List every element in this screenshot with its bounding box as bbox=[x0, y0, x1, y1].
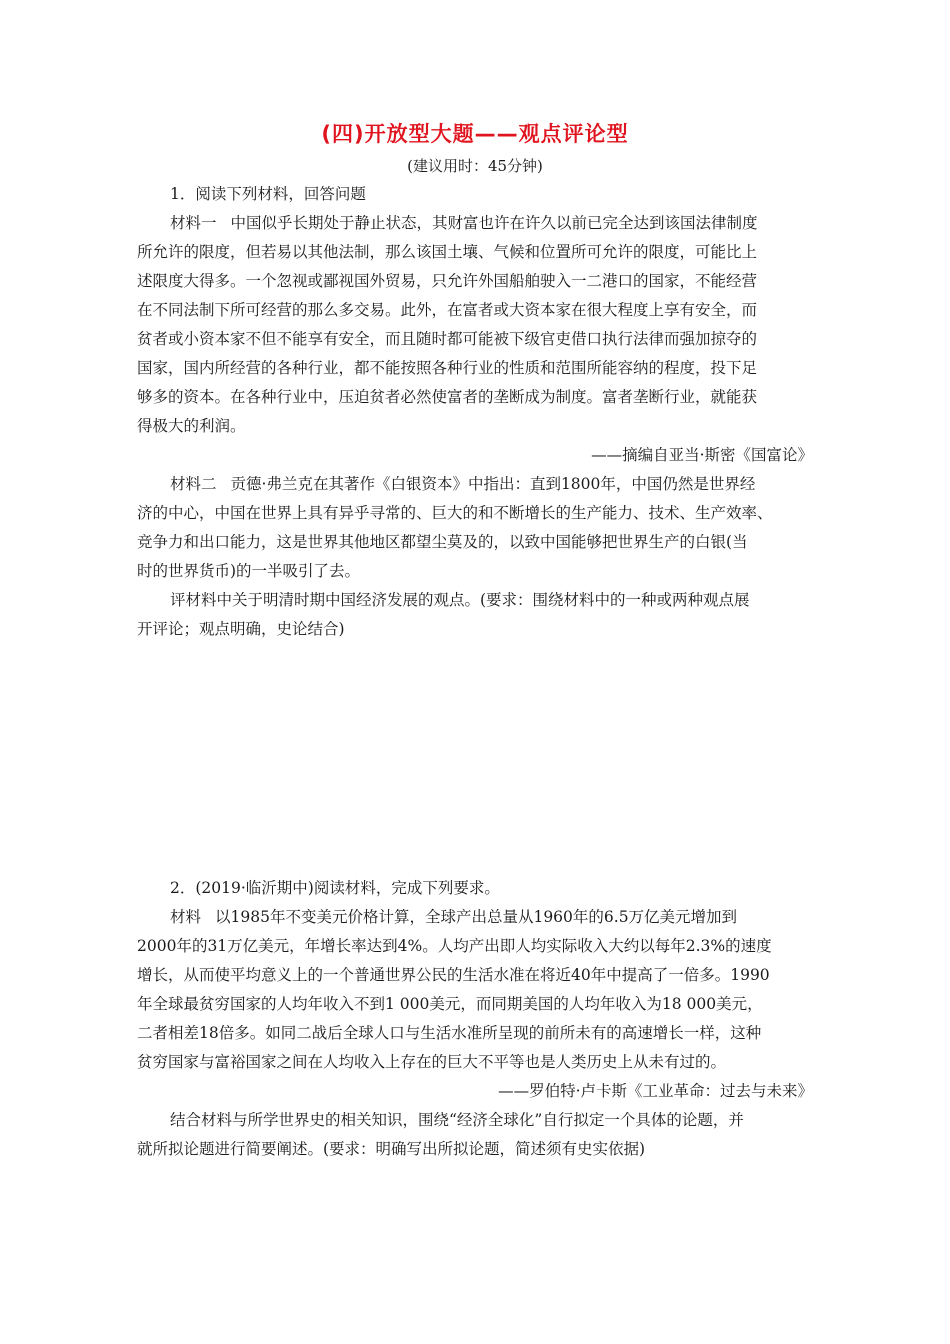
material-2-line: 竞争力和出口能力，这是世界其他地区都望尘莫及的，以致中国能够把世界生产的白银(当 bbox=[137, 533, 748, 551]
question-2 bbox=[137, 874, 817, 1164]
material-1-label: 材料一 bbox=[170, 214, 217, 232]
material-1-line: 材料一 中国似乎长期处于静止状态，其财富也许在许久以前已完全达到该国法律制度 bbox=[170, 214, 758, 232]
material-line: 年全球最贫穷国家的人均年收入不到1 000美元，而同期美国的人均年收入为18 000美元， bbox=[137, 995, 763, 1013]
material-line: 材料 以1985年不变美元价格计算，全球产出总量从1960年的6.5万亿美元增加到 bbox=[170, 908, 738, 926]
time-suggestion: (建议用时：45分钟) bbox=[407, 157, 543, 175]
material-2-line: 济的中心，中国在世界上具有异乎寻常的、巨大的和不断增长的生产能力、技术、生产效率、 bbox=[137, 504, 773, 522]
material-2-line: 材料二 贡德·弗兰克在其著作《白银资本》中指出：直到1800年，中国仍然是世界经 bbox=[170, 475, 756, 493]
question-1-task: 评材料中关于明清时期中国经济发展的观点。(要求：围绕材料中的一种或两种观点展 bbox=[170, 591, 750, 609]
material-1-line: 述限度大得多。一个忽视或鄙视国外贸易，只允许外国船舶驶入一二港口的国家，不能经营 bbox=[137, 272, 758, 290]
material-label: 材料 bbox=[170, 908, 202, 926]
material-line: 二者相差18倍多。如同二战后全球人口与生活水准所呈现的前所未有的高速增长一样，这种 bbox=[137, 1024, 762, 1042]
question-2-task: 结合材料与所学世界史的相关知识，围绕“经济全球化”自行拟定一个具体的论题，并 bbox=[170, 1111, 744, 1129]
material-line: 贫穷国家与富裕国家之间在人均收入上存在的巨大不平等也是人类历史上从未有过的。 bbox=[137, 1053, 727, 1071]
question-1 bbox=[137, 180, 817, 644]
material-1-line: 在不同法制下所可经营的那么多交易。此外，在富者或大资本家在很大程度上享有安全，而 bbox=[137, 301, 758, 319]
material-1-line: 得极大的利润。 bbox=[137, 417, 246, 435]
question-2-heading: 2．(2019·临沂期中)阅读材料，完成下列要求。 bbox=[170, 879, 500, 897]
material-2-line: 时的世界货币)的一半吸引了去。 bbox=[137, 562, 361, 580]
question-2-task: 就所拟论题进行简要阐述。(要求：明确写出所拟论题，简述须有史实依据) bbox=[137, 1140, 646, 1158]
material-1-line: 所允许的限度，但若易以其他法制，那么该国土壤、气候和位置所可允许的限度，可能比上 bbox=[137, 243, 758, 261]
material-1-line: 贫者或小资本家不但不能享有安全，而且随时都可能被下级官吏借口执行法律而强加掠夺的 bbox=[137, 330, 758, 348]
page-title: (四)开放型大题——观点评论型 bbox=[321, 122, 629, 146]
material-1-line: 够多的资本。在各种行业中，压迫贫者必然使富者的垄断成为制度。富者垄断行业，就能获 bbox=[137, 388, 758, 406]
material-2-label: 材料二 bbox=[170, 475, 217, 493]
material-line: 2000年的31万亿美元，年增长率达到4%。人均产出即人均实际收入大约以每年2.3%的速度 bbox=[137, 937, 772, 955]
question-1-task: 开评论；观点明确，史论结合) bbox=[137, 620, 345, 638]
question-1-heading: 1．阅读下列材料，回答问题 bbox=[170, 185, 366, 203]
material-line: 增长，从而使平均意义上的一个普通世界公民的生活水准在将近40年中提高了一倍多。1990 bbox=[137, 966, 770, 984]
material-source: ——罗伯特·卢卡斯《工业革命：过去与未来》 bbox=[498, 1082, 813, 1100]
material-1-source: ——摘编自亚当·斯密《国富论》 bbox=[591, 446, 813, 464]
material-1-line: 国家，国内所经营的各种行业，都不能按照各种行业的性质和范围所能容纳的程度，投下足 bbox=[137, 359, 758, 377]
